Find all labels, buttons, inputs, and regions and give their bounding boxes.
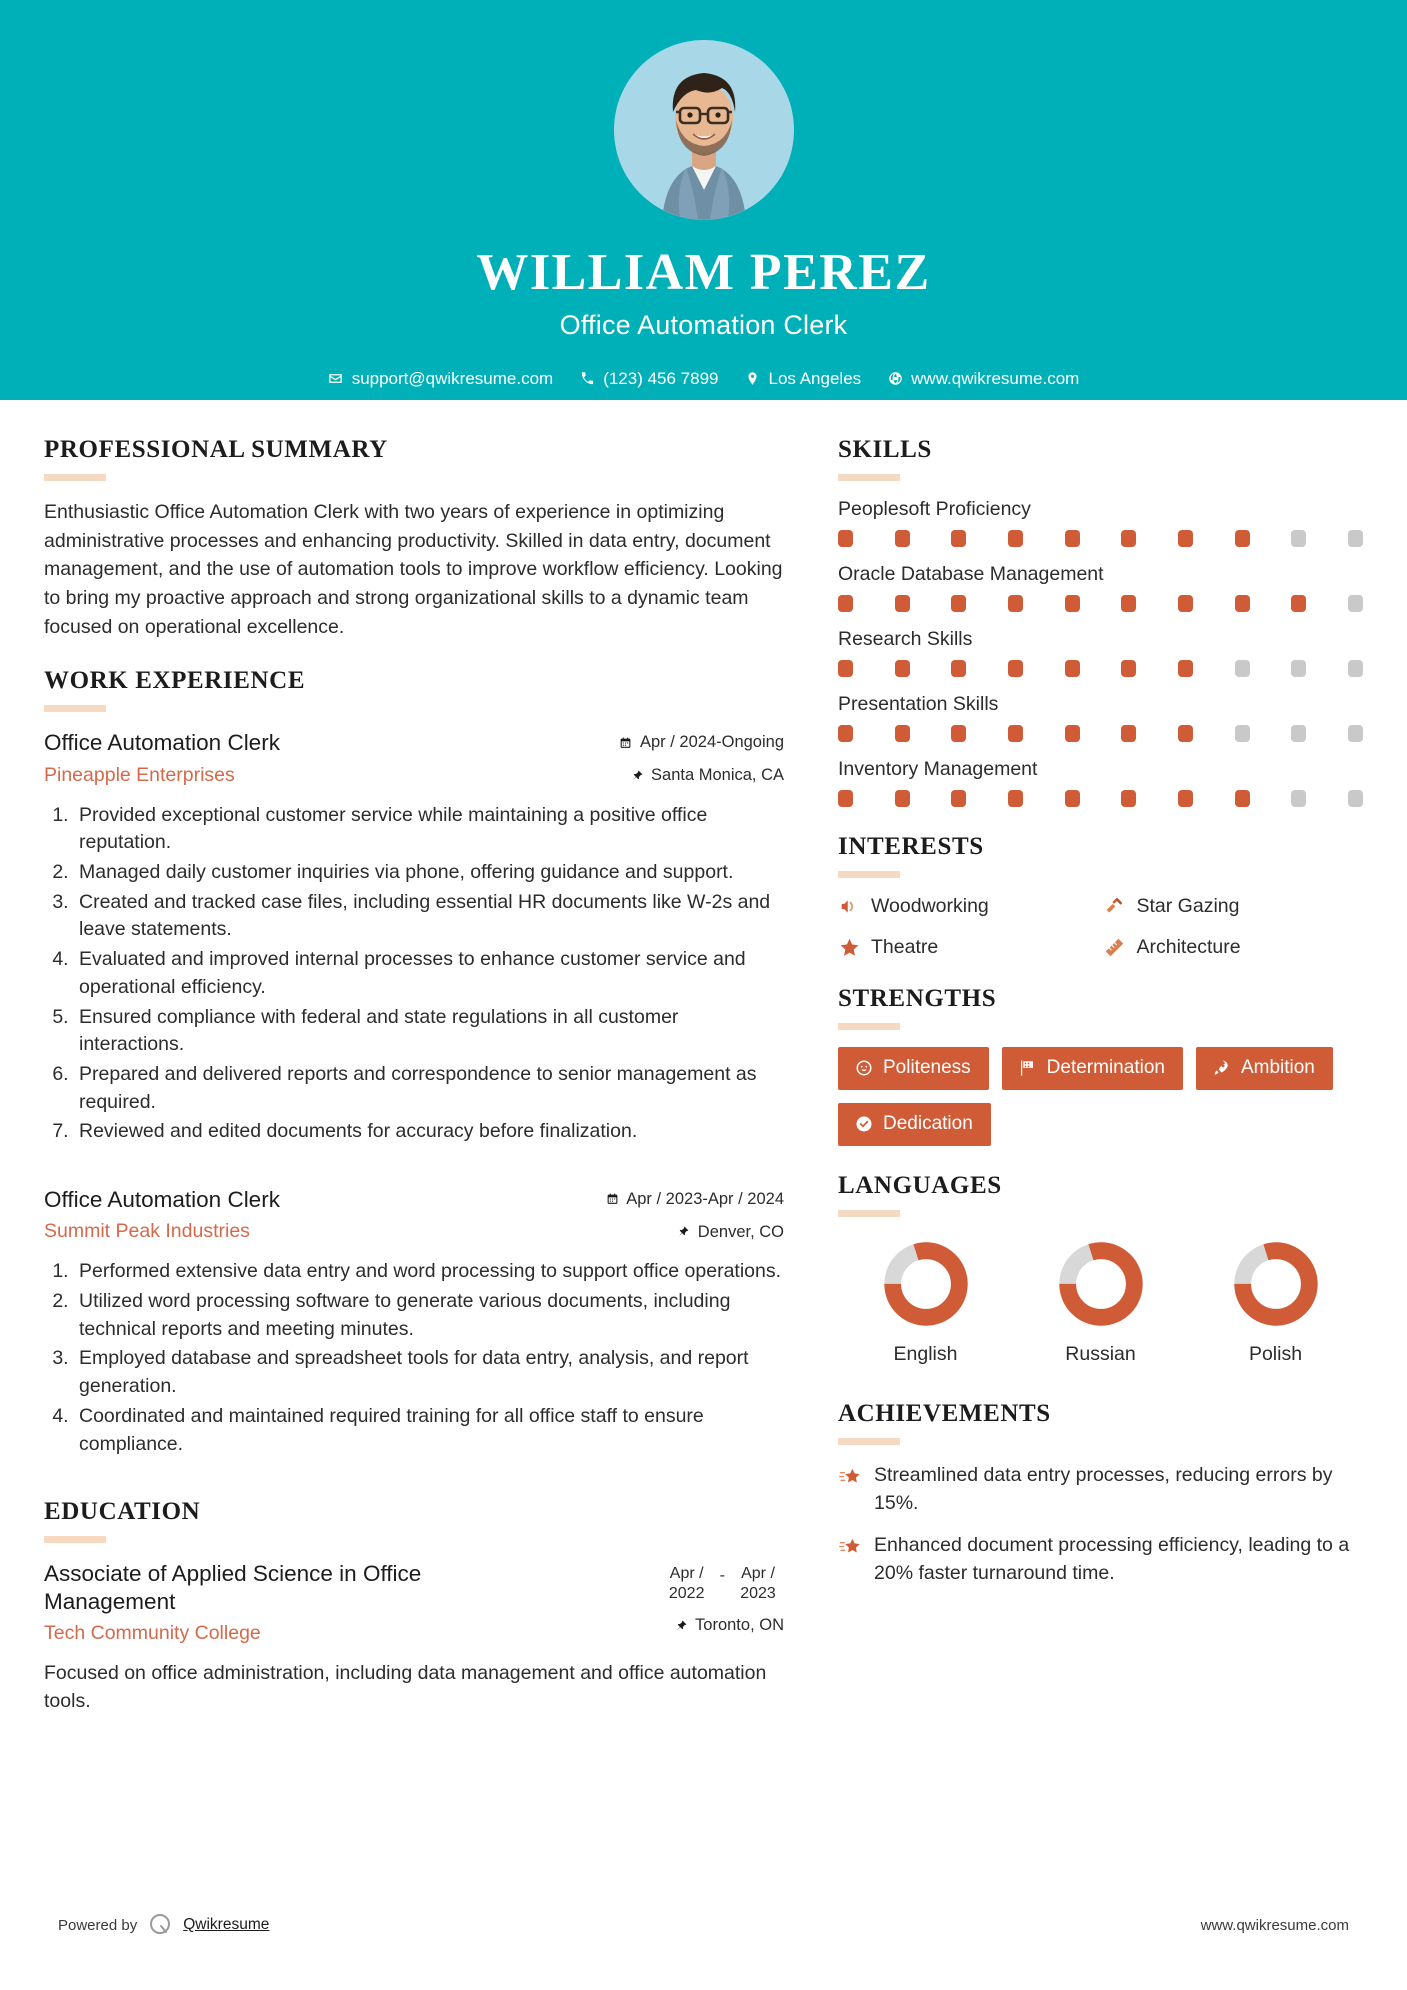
education-location [654, 1616, 784, 1635]
skill-label: Research Skills [838, 628, 973, 650]
skill-dot-empty [1348, 660, 1363, 677]
skill-dot-filled [1121, 725, 1136, 742]
globe-icon [887, 371, 903, 387]
skill-dot-filled [1178, 660, 1193, 677]
education-school: Tech Community College [44, 1622, 261, 1645]
language-item [851, 1240, 1001, 1366]
language-label: Russian [1065, 1343, 1136, 1365]
section-languages [838, 1172, 1363, 1366]
pushpin-icon [677, 1225, 691, 1240]
pushpin-icon [630, 768, 644, 783]
skill-dot-filled [1178, 530, 1193, 547]
language-donut [1232, 1240, 1320, 1328]
skill-label: Oracle Database Management [838, 563, 1104, 585]
language-item [1026, 1240, 1176, 1366]
language-label: English [893, 1343, 958, 1365]
skill-dot-filled [895, 725, 910, 742]
language-label: Polish [1248, 1343, 1303, 1365]
contact-website[interactable] [881, 369, 1085, 389]
list-item: 2. Managed daily customer inquiries via phone, offering guidance and support. [74, 859, 784, 887]
achievement-item [838, 1462, 1363, 1517]
language-donut [882, 1240, 970, 1328]
skill-item [838, 498, 1363, 547]
skill-dot-empty [1348, 725, 1363, 742]
skill-dot-filled [951, 660, 966, 677]
skill-dot-filled [1178, 790, 1193, 807]
skill-rating [838, 790, 1363, 807]
list-item: 3. Created and tracked case files, including essential HR documents like W-2s and leave statements. [74, 889, 784, 944]
skill-dot-filled [1121, 790, 1136, 807]
contact-row [0, 369, 1407, 389]
education-entry [44, 1560, 784, 1715]
strength-chip [838, 1047, 989, 1090]
skill-dot-filled [895, 530, 910, 547]
ruler-icon [1104, 937, 1126, 959]
skill-dot-filled [1235, 790, 1250, 807]
date-separator: - [719, 1567, 725, 1585]
list-item: 7. Reviewed and edited documents for accuracy before finalization. [74, 1118, 784, 1146]
achievement-text: Enhanced document processing efficiency, leading to a 20% faster turnaround time. [874, 1534, 1350, 1585]
skill-rating [838, 530, 1363, 547]
achievement-item [838, 1532, 1363, 1587]
skill-dot-filled [1008, 790, 1023, 807]
list-item: 2. Utilized word processing software to generate various documents, including technical reports and meeting minutes. [74, 1288, 784, 1343]
skill-dot-filled [1065, 595, 1080, 612]
skill-item [838, 693, 1363, 742]
phone-icon [579, 371, 595, 387]
check-circle-icon [854, 1115, 873, 1134]
section-rule [838, 1210, 900, 1217]
contact-location-text: Los Angeles [768, 368, 862, 388]
list-item: 1. Provided exceptional customer service while maintaining a positive office reputation. [74, 802, 784, 857]
skill-rating [838, 725, 1363, 742]
skill-dot-filled [1121, 530, 1136, 547]
hammer-icon [1104, 896, 1126, 918]
education-end-month: Apr / [741, 1565, 775, 1583]
megaphone-icon [838, 896, 860, 918]
achievement-text: Streamlined data entry processes, reducing errors by 15%. [874, 1464, 1333, 1514]
work-location [619, 766, 784, 785]
section-title-strengths: STRENGTHS [838, 985, 997, 1012]
skill-dot-empty [1235, 725, 1250, 742]
skill-dot-filled [951, 530, 966, 547]
skill-dot-filled [1065, 725, 1080, 742]
work-dates [619, 733, 784, 752]
list-item: 4. Evaluated and improved internal processes to enhance customer service and operational efficiency. [74, 946, 784, 1001]
list-item: 1. Performed extensive data entry and word processing to support office operations. [74, 1258, 784, 1286]
right-column [838, 436, 1363, 1614]
work-bullets [44, 1258, 784, 1458]
interest-item [1104, 895, 1364, 918]
list-item: 4. Coordinated and maintained required training for all office staff to ensure compliance. [74, 1403, 784, 1458]
section-rule [44, 1536, 106, 1543]
pushpin-icon [674, 1618, 688, 1633]
education-start-month: Apr / [669, 1565, 704, 1583]
education-location-text: Toronto, ON [695, 1616, 784, 1635]
work-bullets [44, 802, 784, 1146]
section-work-experience [44, 667, 784, 1458]
skill-dot-filled [838, 790, 853, 807]
section-skills [838, 436, 1363, 807]
work-dates [605, 1190, 784, 1209]
strength-chip [838, 1103, 991, 1146]
interest-item [1104, 936, 1364, 959]
list-item: 5. Ensured compliance with federal and state regulations in all customer interactions. [74, 1004, 784, 1059]
skill-dot-filled [838, 725, 853, 742]
skill-dot-filled [1121, 595, 1136, 612]
footer [0, 1912, 1407, 1938]
skill-dot-filled [895, 660, 910, 677]
skill-dot-empty [1291, 790, 1306, 807]
interest-label: Woodworking [871, 895, 989, 917]
job-title: Office Automation Clerk [559, 309, 848, 340]
work-dates-text: Apr / 2023-Apr / 2024 [626, 1189, 784, 1208]
skill-label: Inventory Management [838, 758, 1038, 780]
skill-dot-filled [1008, 530, 1023, 547]
education-start-year: 2022 [668, 1585, 705, 1603]
shooting-star-icon [838, 1535, 862, 1559]
skill-rating [838, 595, 1363, 612]
education-end-year: 2023 [740, 1585, 776, 1603]
skill-dot-filled [838, 595, 853, 612]
work-company: Pineapple Enterprises [44, 763, 235, 786]
section-professional-summary [44, 436, 784, 641]
strength-label: Dedication [883, 1113, 973, 1134]
section-title-education: EDUCATION [44, 1498, 201, 1526]
envelope-icon [328, 371, 344, 387]
section-rule [44, 705, 106, 712]
skill-dot-filled [1008, 595, 1023, 612]
skill-dot-filled [951, 790, 966, 807]
interest-item [838, 936, 1098, 959]
resume-body [0, 400, 1407, 1742]
interest-label: Star Gazing [1136, 895, 1240, 917]
work-role: Office Automation Clerk [44, 1186, 280, 1212]
work-company: Summit Peak Industries [44, 1220, 250, 1243]
map-pin-icon [745, 371, 761, 387]
skill-dot-empty [1291, 530, 1306, 547]
strength-chip [1002, 1047, 1183, 1090]
section-rule [838, 474, 900, 481]
skill-dot-filled [1121, 660, 1136, 677]
work-entry [44, 1186, 784, 1458]
skill-dot-empty [1348, 790, 1363, 807]
work-location [605, 1223, 784, 1242]
section-rule [44, 474, 106, 481]
calendar-icon [605, 1192, 619, 1207]
skill-dot-filled [1008, 660, 1023, 677]
skill-item [838, 758, 1363, 807]
language-donut [1057, 1240, 1145, 1328]
skill-dot-filled [1235, 530, 1250, 547]
interest-label: Architecture [1136, 936, 1241, 958]
skill-item [838, 628, 1363, 677]
skill-dot-filled [895, 790, 910, 807]
section-title-skills: SKILLS [838, 436, 932, 463]
work-entry [44, 729, 784, 1146]
section-rule [838, 871, 900, 878]
work-role: Office Automation Clerk [44, 730, 280, 756]
star-icon [838, 937, 860, 959]
strength-label: Determination [1046, 1057, 1165, 1078]
skill-item [838, 563, 1363, 612]
section-interests [838, 833, 1363, 959]
skill-dot-empty [1348, 595, 1363, 612]
flag-icon [1018, 1059, 1037, 1078]
section-title-languages: LANGUAGES [838, 1172, 1002, 1199]
strength-label: Politeness [883, 1057, 971, 1078]
powered-by [58, 1912, 269, 1938]
interest-item [838, 895, 1098, 918]
section-education [44, 1498, 784, 1715]
page-title: WILLIAM PEREZ [476, 244, 931, 301]
section-title-interests: INTERESTS [838, 833, 984, 860]
contact-website-text: www.qwikresume.com [911, 368, 1080, 388]
powered-by-label: Powered by [58, 1916, 138, 1934]
smiley-icon [854, 1059, 873, 1078]
skill-rating [838, 660, 1363, 677]
skill-dot-empty [1235, 660, 1250, 677]
skill-dot-empty [1291, 660, 1306, 677]
contact-phone-text: (123) 456 7899 [603, 368, 719, 388]
skill-dot-filled [951, 595, 966, 612]
resume-header [0, 0, 1407, 400]
skill-dot-filled [1065, 660, 1080, 677]
footer-url[interactable]: www.qwikresume.com [1200, 1916, 1349, 1934]
skill-label: Peoplesoft Proficiency [838, 498, 1031, 520]
contact-location[interactable] [739, 369, 868, 389]
skill-dot-filled [838, 530, 853, 547]
skill-dot-empty [1348, 530, 1363, 547]
work-dates-text: Apr / 2024-Ongoing [639, 733, 784, 752]
skill-dot-filled [1065, 530, 1080, 547]
contact-email[interactable] [322, 369, 560, 389]
qwikresume-brand-link[interactable]: Qwikresume [183, 1916, 270, 1933]
rocket-icon [1212, 1059, 1231, 1078]
section-title-achievements: ACHIEVEMENTS [838, 1400, 1051, 1427]
education-description: Focused on office administration, including data management and office automation tools. [44, 1662, 767, 1713]
work-location-text: Denver, CO [697, 1222, 784, 1241]
skill-dot-filled [838, 660, 853, 677]
professional-summary-text: Enthusiastic Office Automation Clerk with two years of experience in optimizing administrative processes and enhancing productivity. Skilled in data entry, document management, and the use of automation tools to improve workflow efficiency. Looking to bring my proactive approach and strong organizational skills to a dynamic team focused on operational excellence. [44, 501, 783, 638]
strength-label: Ambition [1240, 1057, 1315, 1078]
section-achievements [838, 1400, 1363, 1588]
contact-email-text: support@qwikresume.com [351, 368, 554, 388]
skill-dot-filled [1235, 595, 1250, 612]
skill-label: Presentation Skills [838, 693, 999, 715]
list-item: 3. Employed database and spreadsheet tools for data entry, analysis, and report generation. [74, 1345, 784, 1400]
skill-dot-empty [1291, 725, 1306, 742]
contact-phone[interactable] [573, 369, 724, 389]
skill-dot-filled [1008, 725, 1023, 742]
skill-dot-filled [1178, 725, 1193, 742]
education-dates [654, 1564, 784, 1604]
left-column [44, 436, 784, 1742]
section-title-work-experience: WORK EXPERIENCE [44, 667, 306, 695]
work-location-text: Santa Monica, CA [651, 766, 784, 785]
calendar-icon [619, 735, 633, 750]
section-title-professional-summary: PROFESSIONAL SUMMARY [44, 436, 388, 463]
shooting-star-icon [838, 1465, 862, 1489]
skill-dot-filled [1291, 595, 1306, 612]
section-rule [838, 1023, 900, 1030]
section-rule [838, 1438, 900, 1445]
education-degree: Associate of Applied Science in Office Management [44, 1561, 422, 1614]
avatar [614, 40, 794, 220]
skill-dot-filled [951, 725, 966, 742]
qwikresume-logo-icon [147, 1912, 173, 1938]
skill-dot-filled [1178, 595, 1193, 612]
strength-chip [1196, 1047, 1333, 1090]
language-item [1201, 1240, 1351, 1366]
skill-dot-filled [1065, 790, 1080, 807]
interest-label: Theatre [871, 936, 939, 958]
section-strengths [838, 985, 1363, 1146]
skill-dot-filled [895, 595, 910, 612]
list-item: 6. Prepared and delivered reports and correspondence to senior management as required. [74, 1061, 784, 1116]
